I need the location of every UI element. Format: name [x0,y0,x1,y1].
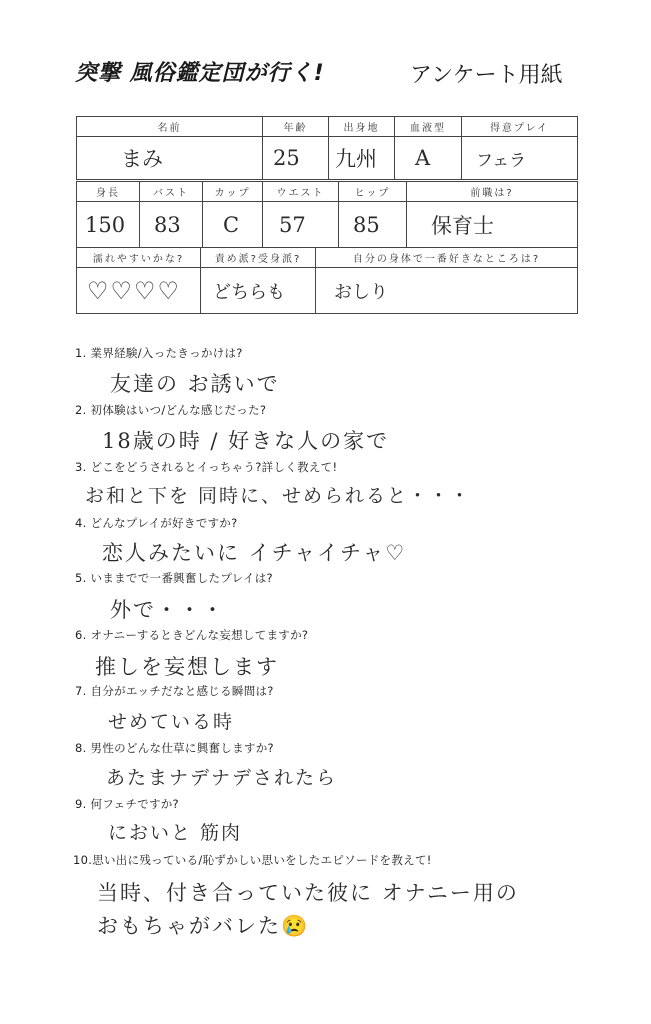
answer-5: 外で・・・ [110,598,225,622]
label-previous-job: 前職は? [407,182,578,202]
label-favorite-play: 得意プレイ [462,117,578,137]
profile-table-row1 [76,116,578,180]
value-cup: C [203,202,263,248]
value-birthplace: 九州 [329,137,395,180]
question-4: 4. どんなプレイが好きですか? [75,516,238,530]
label-hip: ヒップ [339,182,407,202]
label-bust: バスト [140,182,203,202]
question-7: 7. 自分がエッチだなと感じる瞬間は? [75,684,274,698]
label-favorite-body-part: 自分の身体で一番好きなところは? [316,248,578,268]
question-3: 3. どこをどうされるとイっちゃう?詳しく教えて! [75,460,338,474]
question-6: 6. オナニーするときどんな妄想してますか? [75,628,309,642]
answer-4: 恋人みたいに イチャイチャ♡ [102,541,407,565]
profile-table-row2 [76,181,578,248]
answer-6: 推しを妄想します [95,655,279,679]
answer-8: あたまナデナデされたら [106,767,338,789]
answer-2: 18歳の時 / 好きな人の家で [102,429,390,453]
question-10: 10.思い出に残っている/恥ずかしい思いをしたエピソードを教えて! [73,853,432,867]
question-8: 8. 男性のどんな仕草に興奮しますか? [75,741,274,755]
label-height: 身長 [77,182,140,202]
value-favorite-body-part: おしり [316,268,578,314]
form-subtitle: アンケート用紙 [410,63,563,88]
value-waist: 57 [263,202,339,248]
value-previous-job: 保育士 [407,202,578,248]
answer-3: お和と下を 同時に、せめられると・・・ [85,485,472,507]
value-name: まみ [77,137,263,180]
page-title: 突撃 風俗鑑定団が行く! [75,61,325,86]
label-name: 名前 [77,117,263,137]
question-9: 9. 何フェチですか? [75,797,179,811]
value-s-or-m: どちらも [201,268,316,314]
label-blood-type: 血液型 [395,117,462,137]
label-age: 年齢 [263,117,329,137]
answer-7: せめている時 [108,711,235,733]
value-hip: 85 [339,202,407,248]
value-height: 150 [77,202,140,248]
value-favorite-play: フェラ [462,137,578,180]
profile-table-row3 [76,247,578,314]
question-2: 2. 初体験はいつ/どんな感じだった? [75,403,267,417]
question-5: 5. いままでで一番興奮したプレイは? [75,571,273,585]
label-s-or-m: 責め派?受身派? [201,248,316,268]
question-1: 1. 業界経験/入ったきっかけは? [75,346,243,360]
answer-10-line-1: 当時、付き合っていた彼に オナニー用の [97,881,519,905]
value-wetness: ♡♡♡♡ [77,268,201,314]
answer-1: 友達の お誘いで [110,372,280,396]
label-birthplace: 出身地 [329,117,395,137]
label-cup: カップ [203,182,263,202]
value-bust: 83 [140,202,203,248]
answer-10-line-2: おもちゃがバレた😢 [97,914,310,938]
label-wetness: 濡れやすいかな? [77,248,201,268]
value-age: 25 [263,137,329,180]
answer-9: においと 筋肉 [108,822,243,844]
label-waist: ウエスト [263,182,339,202]
value-blood-type: A [395,137,462,180]
